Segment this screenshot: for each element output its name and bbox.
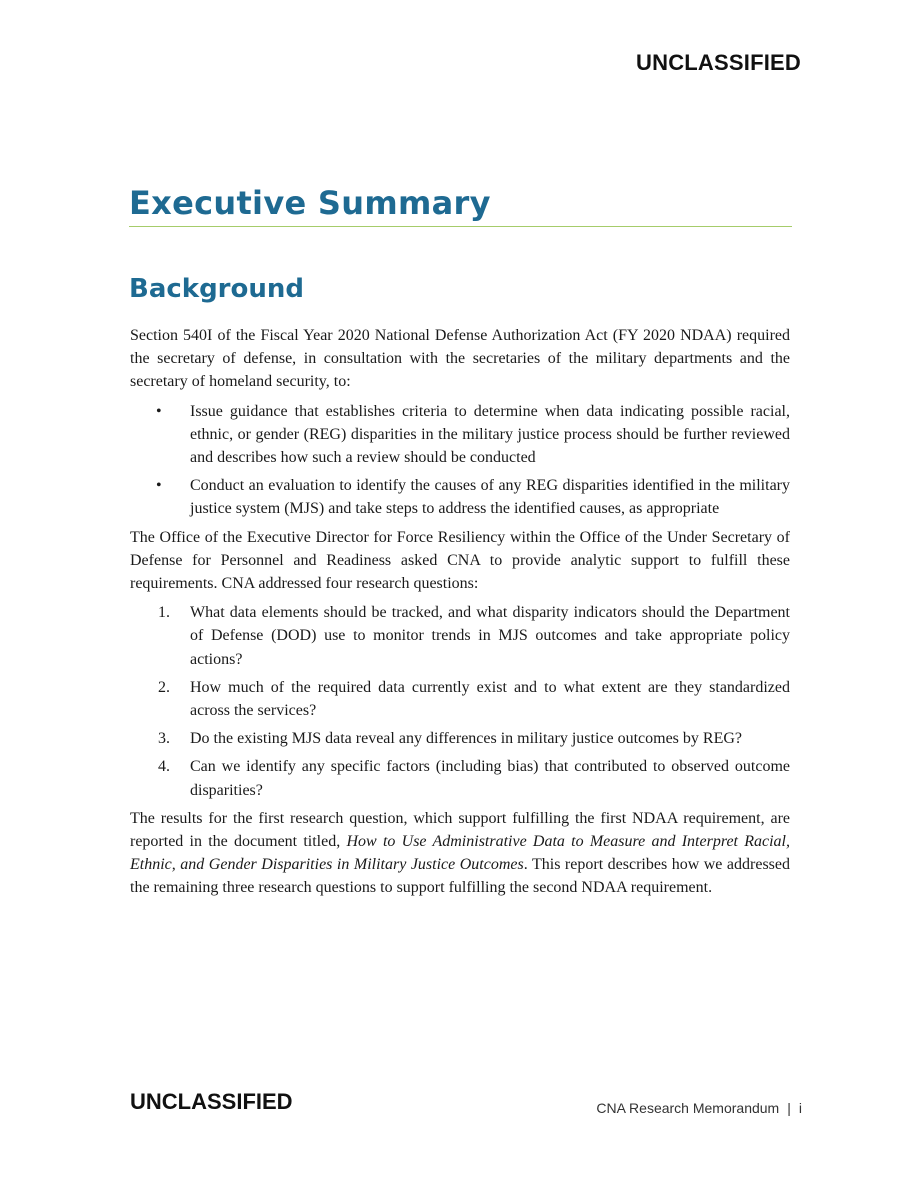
body-text xyxy=(130,324,790,900)
header-classification: UNCLASSIFIED xyxy=(636,50,801,75)
list-item-text: What data elements should be tracked, and what disparity indicators should the Department of Defense (DOD) use to monitor trends in MJS outcomes and take appropriate policy actions? xyxy=(190,604,790,668)
bullet-icon: • xyxy=(156,402,162,420)
footer-page-info xyxy=(596,1100,802,1116)
list-item-text: How much of the required data currently exist and to what extent are they standardized across the services? xyxy=(190,678,790,720)
page-number: i xyxy=(798,1100,802,1116)
list-item xyxy=(130,400,790,470)
list-item-text: Do the existing MJS data reveal any differences in military justice outcomes by REG? xyxy=(190,730,743,748)
list-number: 1. xyxy=(158,604,170,622)
research-questions-list xyxy=(130,601,790,802)
list-item xyxy=(130,755,790,801)
report-name: CNA Research Memorandum xyxy=(596,1100,780,1116)
third-paragraph-end: . This report describes how we addressed the remaining three research questions to support fulfilling the second NDAA requirement. xyxy=(130,856,791,897)
list-item-text: Can we identify any specific factors (including bias) that contributed to observed outcome disparities? xyxy=(190,758,790,799)
list-number: 4. xyxy=(158,758,170,776)
page-title: Executive Summary xyxy=(129,184,491,222)
requirements-list xyxy=(130,400,790,521)
third-paragraph xyxy=(130,807,790,900)
footer-separator: | xyxy=(787,1100,791,1116)
bullet-icon: • xyxy=(156,477,162,495)
third-paragraph-start: The results for the first research question, which support fulfilling the first NDAA requirement, are reported in the document titled, xyxy=(130,809,790,851)
title-rule xyxy=(129,226,792,227)
list-item xyxy=(130,727,790,750)
section-heading: Background xyxy=(129,274,304,304)
list-number: 3. xyxy=(158,730,170,748)
list-item xyxy=(130,474,790,520)
list-item-text: Issue guidance that establishes criteria to determine when data indicating possible racial, ethnic, or gender (REG) disparities in the military justice process should be further reviewed and describes how such a review should be conducted xyxy=(190,402,790,467)
cited-document-title: How to Use Administrative Data to Measure and Interpret Racial, Ethnic, and Gender Disparities in Military Justice Outcomes xyxy=(130,833,791,874)
intro-paragraph: Section 540I of the Fiscal Year 2020 National Defense Authorization Act (FY 2020 NDAA) required the secretary of defense, in consultation with the secretaries of the military departments and the secretary of homeland security, to: xyxy=(130,327,790,391)
second-paragraph: The Office of the Executive Director for Force Resiliency within the Office of the Under Secretary of Defense for Personnel and Readiness asked CNA to provide analytic support to fulfill these requirements. CNA addressed four research questions: xyxy=(130,528,790,593)
list-item xyxy=(130,676,790,722)
footer-classification: UNCLASSIFIED xyxy=(130,1089,293,1114)
list-item xyxy=(130,601,790,671)
list-item-text: Conduct an evaluation to identify the causes of any REG disparities identified in the military justice system (MJS) and take steps to address the identified causes, as appropriate xyxy=(190,477,790,518)
list-number: 2. xyxy=(158,678,170,696)
